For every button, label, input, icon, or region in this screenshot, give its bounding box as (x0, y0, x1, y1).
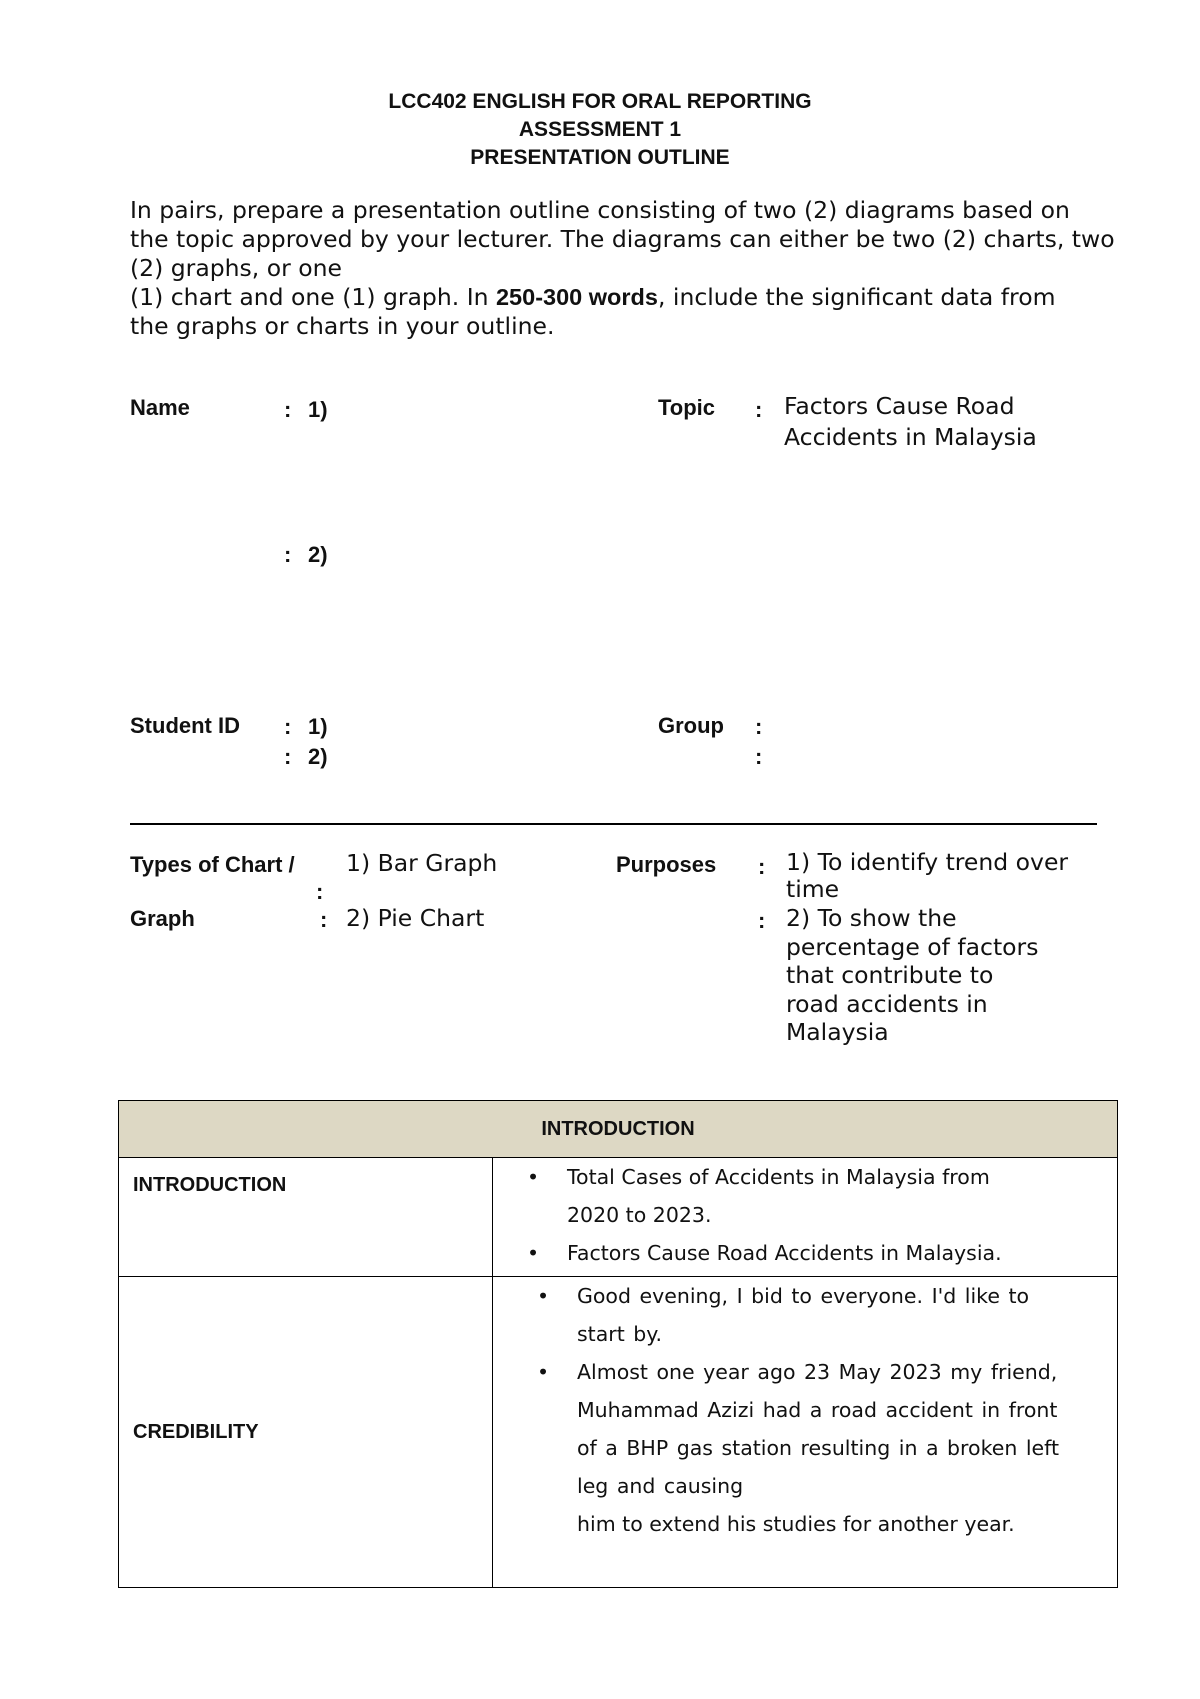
topic-label: Topic (658, 395, 716, 420)
course-title: LCC402 ENGLISH FOR ORAL REPORTING (388, 90, 812, 113)
topic-colon: : (755, 397, 763, 422)
outline-table (118, 1100, 1118, 1588)
word-count: 250-300 words (495, 284, 658, 310)
student-id-entry-2: 2) (308, 744, 328, 769)
table-row (119, 1277, 1118, 1588)
student-id-label: Student ID (130, 713, 240, 738)
list-item: • Good evening, I bid to everyone. I'd like to start by. (537, 1284, 1030, 1346)
chart-types-colon: : (316, 879, 324, 904)
instructions-line: (2) graphs, or one (130, 254, 342, 282)
chart-types-colon-2: : (320, 907, 328, 932)
assessment-title: ASSESSMENT 1 (518, 118, 682, 141)
instructions-line: the topic approved by your lecturer. The diagrams can either be two (2) charts, two (130, 225, 1115, 253)
purpose-1: 1) To identify trend over time (786, 848, 1069, 903)
credibility-label: CREDIBILITY (119, 1277, 493, 1588)
chart-type-1: 1) Bar Graph (346, 849, 498, 877)
student-id-entry-1: 1) (308, 714, 328, 739)
name-entry-1: 1) (308, 397, 328, 422)
chart-type-2: 2) Pie Chart (346, 904, 485, 932)
list-item: • Total Cases of Accidents in Malaysia from 2020 to 2023. (527, 1165, 990, 1227)
list-item: • Almost one year ago 23 May 2023 my friend, Muhammad Azizi had a road accident in front of a BHP gas station resulting in a broken left leg and causing (537, 1360, 1060, 1498)
student-id-colon: : (284, 714, 292, 739)
list-item: • Factors Cause Road Accidents in Malaysia. (527, 1241, 1002, 1265)
topic-value-line: Accidents in Malaysia (784, 423, 1037, 451)
group-colon: : (755, 714, 763, 739)
credibility-content (493, 1277, 1118, 1588)
purposes-label: Purposes (616, 852, 717, 877)
chart-types-label: Types of Chart / (130, 852, 295, 877)
introduction-label: INTRODUCTION (119, 1158, 493, 1277)
introduction-content (493, 1158, 1118, 1277)
purposes-colon-2: : (758, 908, 766, 933)
instructions-line: the graphs or charts in your outline. (130, 312, 555, 340)
document-title: PRESENTATION OUTLINE (470, 146, 730, 169)
purposes-colon: : (758, 854, 766, 879)
name-colon-2: : (284, 542, 292, 567)
name-label: Name (130, 395, 190, 420)
group-label: Group (658, 713, 724, 738)
table-header: INTRODUCTION (119, 1101, 1118, 1158)
table-row (119, 1158, 1118, 1277)
name-entry-2: 2) (308, 542, 328, 567)
instructions-line: In pairs, prepare a presentation outline consisting of two (2) diagrams based on (130, 196, 1070, 224)
student-id-colon-2: : (284, 744, 292, 769)
group-colon-2: : (755, 744, 763, 769)
instructions-line: (1) chart and one (1) graph. In 250-300 words, include the significant data from (130, 283, 1056, 311)
divider-line (130, 823, 1097, 825)
topic-value-line: Factors Cause Road (784, 392, 1015, 420)
chart-types-label-2: Graph (130, 906, 195, 931)
name-colon: : (284, 397, 292, 422)
continuation-text: him to extend his studies for another year. (577, 1512, 1015, 1536)
instructions (130, 196, 1160, 341)
purpose-2: 2) To show the percentage of factors that contribute to road accidents in Malaysia (786, 904, 1039, 1046)
